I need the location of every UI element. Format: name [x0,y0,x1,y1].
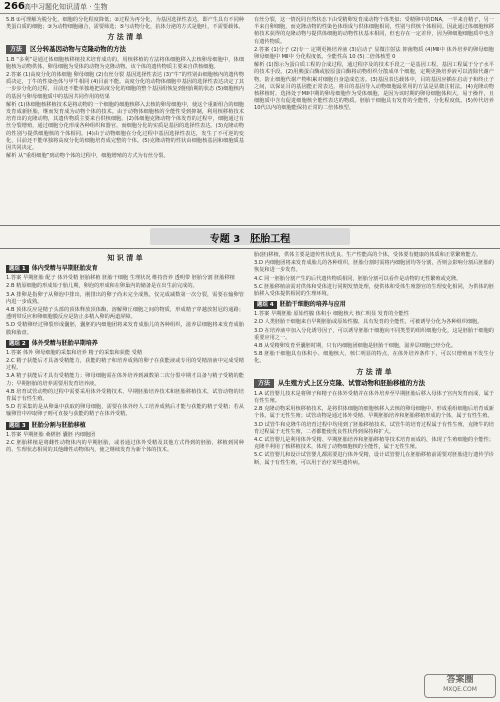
section-heading: 方 法 清 单 [107,33,143,42]
answer-item: 3.A 精子获能后才具有受精能力；卵母细胞需在体外培养到减数第二次分裂中期才具备与精子受精的能力；早期胚胎的培养需要用发育培养液。 [6,373,244,387]
answer-item: 4.B 从受精卵发育至囊胚时期，只有内细胞团细胞是胚胎干细胞，滋养层细胞已经分化。 [254,343,457,350]
answer-item: 1.答案 体外 卵母细胞的采集和培养 精子的采集和获能 受精 [6,349,143,356]
method-label: 方法 [254,379,274,388]
answer-item: 2.D 人类胚胎干细胞来自早期胚胎或原始性腺，具有发育的全能性，可被诱导分化为各种组织细胞。 [254,319,483,326]
answer-item: 2.C 胚胎移植是将雌性动物体内的早期胚胎，或者通过体外受精及其他方式得到的胚胎，移植到同种的、生理状态相同的其他雌性动物体内，使之继续发育为新个体的技术。 [6,439,244,454]
method-title: 区分转基因动物与克隆动物的方法 [30,44,126,53]
explanation-paragraph: 解析 (1)体细胞核移植技术是将动物的一个细胞的细胞核移入去核的卵母细胞中，使这个重新组合的细胞发育成新胚胎，继而发育成为动物个体的技术。由于动物体细胞核的全能性受到抑制，利用核移植技术培育出的克隆动物，其遗传物质主要来自供核细胞。(2)体细胞克隆动物个体发育的过程中，细胞通过有丝分裂增殖，通过细胞分化形成各种组织和器官，而细胞分化的实质是基因的选择性表达。(3)克隆动物的性别与提供细胞核的个体相同。(4)由于动物细胞在分化过程中基因选择性表达，发生了不可逆的变化，目前还不能单独将高度分化的细胞培育成完整的个体。(5)克隆动物的性状由细胞核基因和细胞质基因共同决定。 [6,101,244,152]
watermark-logo [424,674,496,698]
answer-item: 5.C 胚胎移植前需对供体和受体进行同期发情处理，使供体和受体生殖器官的生理变化相同，为供体的胚胎移入受体提供相同的生理环境。 [254,283,494,298]
group-title-row [6,422,244,430]
answer-item: 1.答案 早期胚胎 原始性腺 体积小 细胞核大 核仁明显 发育的全能性 [254,311,409,318]
answer-item: 胎(胚)移植，供体主要是遗传性状优良、生产性能高的个体，受体要有健康的体质和正常繁殖能力。 [254,252,482,258]
page-header [0,0,500,14]
answer-paragraph: 5.B ①可理解为脱分化，细胞的分化程度降低；②过程为再分化，为基因选择性表达，即产生具有不同种类蛋白质的细胞；③为动物细胞融合，需要筛选；⑤与动物分化，抗体分泌的方式是胞吐，不需要载体。 [6,17,244,31]
answer-item: 2.C 精子获能后才具备受精能力，获能的精子和培养成熟的卵子在获能液或专用的受精溶液中完成受精过程。 [6,358,244,372]
explanation-paragraph: 解析 (1)图示为蛋白质工程的合成过程，通过程序及的技术手段之一是基因工程。基因工程属于分子水平的技术手段。(2)用胰蛋白酶或胶原蛋白酶将动物组织分散成单个细胞，定期更换培养液可以清除代谢产物，防止细胞代谢产物积累对细胞自身造成危害。(3)基因表达载体中，目的基因应插在启动子和终止子之间，以保证目的基因能正常表达。将目的基因导入动物细胞最常用的方法是显微注射法。(4)克隆动物核移植时，选择处于MⅡ中期的卵母细胞作为受体细胞，是因为该时期的卵母细胞体积大，易于操作，且细胞质中含有促进细胞核全能性表达的物质。胚胎干细胞具有发育的全能性，分化程度低。(5)传代培养10代以内的细胞能保持正常的二倍体核型。 [254,62,494,112]
method-label: 方法 [6,45,26,54]
section-divider [0,248,500,249]
answer-item: 5.C 试管婴儿和设计试管婴儿都需要进行体外受精，设计试管婴儿在胚胎移植前需要对胚胎进行遗传学诊断，属于有性生殖，可以用于治疗某些遗传病。 [254,452,494,466]
upper-left-column [6,17,244,161]
knowledge-heading: 知 识 清 单 [107,254,143,262]
explanation-paragraph: 有丝分裂，这一情况同自然状态下由受精卵发育成动物个体类似；受精卵中的DNA，一半来自精子，另一半来自卵细胞，而克隆动物的性染色体组成与供体细胞相同，性别与供核个体相同。因此通过体细胞核移植技术获得的克隆动物与提供体细胞的动物性状基本相同，但也存在一定差异，因为卵细胞细胞质中也含有遗传物质。 [254,17,494,45]
section-divider [0,225,500,226]
header-title: 高中习题化知识清单 · 生物 [24,3,108,11]
explanation-paragraph: 解析 从“重组细胞”到动物个体的过程中，细胞增殖的方式为有丝分裂。 [6,153,169,160]
method-title-row [254,379,494,388]
group-tag: 题组 1 [6,265,29,273]
answer-paragraph: 2.答案 (1)高度分化的体细胞 卵母细胞 (2)有丝分裂 基因选择性表达 (3)“牛”的性别由细胞核内的遗传物质决定，丁牛的性染色体与甲牛相同 (4)目前不能。高度分化的动物体细胞中基因的选择性表达决定了其一步步分化的过程，目前还不能单独地把高度分化的细胞的整个基因组恢复到胚胎期的状态 (5)细胞核内的基因与卵母细胞质中的基因共同作用的结果 [6,72,244,100]
answer-item: 2.B 克隆动物采用核移植技术，是将供体细胞的细胞核移入去核的卵母细胞中，形成重组细胞后培育成新个体，属于无性生殖；试管动物是通过体外受精、早期胚胎培养和胚胎移植形成的个体，属于有性生殖。 [254,406,494,420]
watermark-text: 答案圈 [446,675,474,685]
answer-item: 3.A 排卵是指卵子从卵泡中排出，刚排出的卵子尚未完全成熟，仅完成减数第一次分裂，需要在输卵管内进一步成熟。 [6,291,244,305]
topic-title: 专题 3 胚胎工程 [209,234,291,245]
group-title-row [6,340,244,348]
answer-item: 4.B 顶体反应是精子头部的顶体释放顶体酶，溶解卵丘细胞之间的物质，形成精子穿越放射冠的通路；透明带反应和卵细胞膜反应是防止多精入卵的两道屏障。 [6,307,244,321]
answer-paragraph: 1.B “多利”是通过体细胞核移植技术培育成功的，用核移植的方法将体细胞移入去核卵母细胞中，体细胞核为动物供体，卵母细胞为受体的动物为克隆动物。该个体的遗传物质主要来自供核细胞。 [6,56,244,70]
group-title: 胚胎干细胞的培养与应用 [279,301,346,309]
group-title: 体外受精与胚胎早期培养 [31,339,98,347]
page-number: 266 [4,1,25,12]
group-tag: 题组 4 [254,301,277,309]
group-title: 体内受精与早期胚胎发育 [31,265,98,273]
upper-right-column [254,17,494,114]
topic-banner [150,228,350,245]
answer-item: 3.D 内细胞团将来发育成胎儿的各种组织，胚胎分割时需将内细胞团均等分割，否则会影响分割后胚胎的恢复和进一步发育。 [254,260,494,274]
watermark-url: MXQE.COM [443,686,477,693]
method-title: 从生殖方式上区分克隆、试管动物和胚胎移植的方法 [278,378,425,387]
answer-paragraph: 2.答案 (1)分子 (2)专一 定期更换培养液 (3)启动子 显微注射法 抑菌物质 (4)MⅡ中 体外培养的卵母细胞 卵母细胞中 MⅡ中 分化程度低、全能性高 10 (5)二倍体核型 0 [254,46,494,61]
group-title-row [6,265,244,273]
answer-item: 3.D 试管牛和克隆牛的培育过程中均用到了胚胎移植技术，试管牛的培育过程属于有性生殖，克隆牛的培育过程属于无性生殖，二者都能使优良性状得到保持和扩大。 [254,421,494,435]
answer-item: 4.B 培育试管动物的过程中需要采用体外受精技术、早期胚胎培养技术和胚胎移植技术，试管动物的培育属于有性生殖。 [6,388,244,403]
answer-item: 4.C 同一胚胎分割产生的后代遗传物质相同，胚胎分割可以看作是动物的无性繁殖或克隆。 [254,275,462,282]
answer-item: 3.D 在培养液中加入分化诱导因子，可以诱导胚胎干细胞向不同类型的组织细胞分化，这是胚胎干细胞的重要应用之一。 [254,327,494,341]
answer-item: 5.B 胚胎干细胞具有体积小、细胞核大、核仁明显的特点，在体外培养条件下，可以只增殖而不发生分化。 [254,351,494,365]
answer-item: 1.答案 早期胚胎 桑椹胚 囊胚 内细胞团 [6,431,96,438]
answer-item: 5.D 受精卵经过卵裂形成囊胚，囊胚的内细胞团将来发育成胎儿的各种组织，滋养层细胞将来发育成胎膜和胎盘。 [6,322,244,336]
header-rule [0,13,500,14]
answer-item: 1.答案 早期胚胎 配子 体外受精 胚胎移植 胚胎干细胞 生理状况 维持营养 透明带 胚胎分割 胚胎移植 [6,275,235,282]
group-title: 胚胎分割与胚胎移植 [31,421,86,429]
answer-item: 1.A 试管婴儿技术是将卵子和精子在体外受精并在体外培养至早期胚胎后移入母体子宫内发育而成，属于有性生殖。 [254,390,494,405]
method-heading: 方 法 清 单 [356,367,392,376]
lower-left-column [6,252,244,455]
method-title-row [6,45,244,54]
group-tag: 题组 3 [6,422,29,430]
group-tag: 题组 2 [6,340,29,348]
group-title-row [254,301,494,309]
answer-item: 4.C 试管婴儿是利用体外受精、早期胚胎培养和胚胎移植等技术培育而成的，体现了生殖细胞的全能性；克隆羊利用了核移植技术，体现了动物细胞核的全能性，属于无性生殖。 [254,437,494,451]
lower-right-column [254,252,494,468]
answer-item: 5.D 若采集的是从卵巢中获取的卵母细胞，需要在体外经人工培养成熟后才能与获能的精子受精；若从输卵管中冲取卵子则可直接与获能的精子在体外受精。 [6,404,244,418]
answer-item: 2.B 精原细胞的形成始于胎儿期，卵泡的形成和在卵巢内的储备是在出生前完成的。 [6,283,198,290]
